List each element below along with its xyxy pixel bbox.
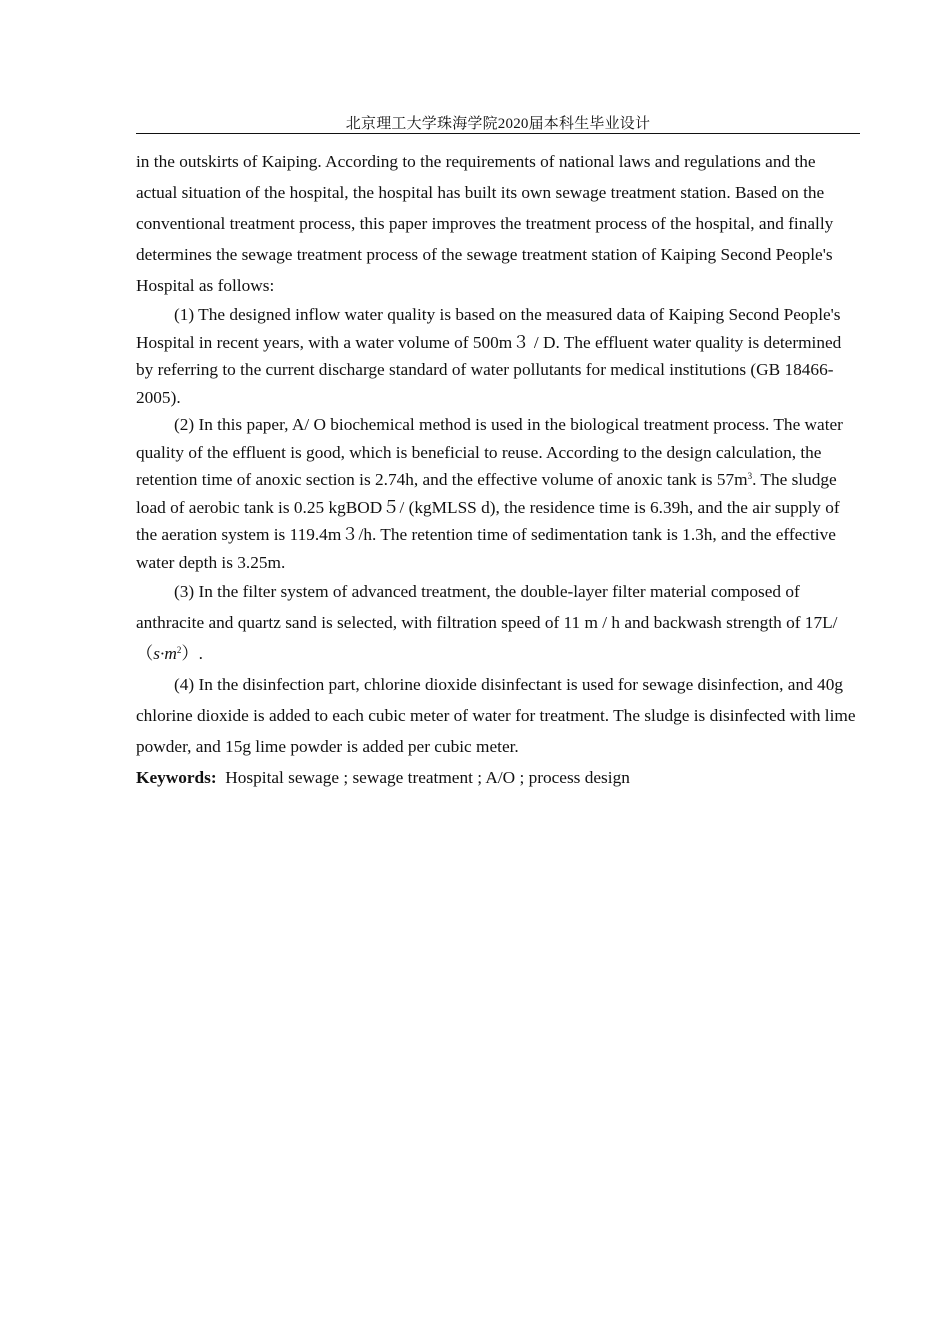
- item-4-paragraph: (4) In the disinfection part, chlorine dioxide disinfectant is used for sewage disinfection, and 40g chlorine dioxide is added to each cubic meter of water for treatment. The sludge is disinfected with lime powder, and 15g lime powder is added per cubic meter.: [136, 675, 856, 756]
- item-2-text-a: (2) In this paper, A/ O biochemical method is used in the biological treatment process. The water quality of the effluent is good, which is beneficial to reuse. According to the design calculation, the retention time of anoxic section is 2.74h, and the effective volume of anoxic tank is 57m: [136, 415, 843, 489]
- keywords-label: Keywords:: [136, 768, 217, 787]
- item-2-paragraph: [136, 411, 860, 576]
- item-3-text-b: ）.: [181, 644, 203, 663]
- item-2-text-b: . The sludge load of aerobic tank is 0.25 kgBOD５/ (kgMLSS d), the residence time is 6.39h, and the air supply of the aeration system is 119.4m３/h. The retention time of sedimentation tank is 1.3h, and the effective water depth is 3.25m.: [136, 470, 840, 572]
- item-3-superscript: 2: [176, 645, 182, 655]
- keywords-line: [136, 762, 860, 793]
- abstract-body: [136, 146, 860, 793]
- intro-paragraph: in the outskirts of Kaiping. According to the requirements of national laws and regulations and the actual situation of the hospital, the hospital has built its own sewage treatment station. Based on the conventional treatment process, this paper improves the treatment process of the hospital, and finally determines the sewage treatment process of the sewage treatment station of Kaiping Second People's Hospital as follows:: [136, 152, 834, 295]
- item-3-text-a: (3) In the filter system of advanced treatment, the double-layer filter material composed of anthracite and quartz sand is selected, with filtration speed of 11 m / h and backwash strength of 17L/（: [136, 582, 838, 663]
- item-1-paragraph: (1) The designed inflow water quality is based on the measured data of Kaiping Second People's Hospital in recent years, with a water volume of 500m３ / D. The effluent water quality is determined by referring to the current discharge standard of water pollutants for medical institutions (GB 18466-2005).: [136, 305, 842, 407]
- item-2-superscript: 3: [747, 471, 753, 481]
- item-3-unit: s·m: [153, 644, 177, 663]
- header-rule: [136, 133, 860, 134]
- page-header: 北京理工大学珠海学院2020届本科生毕业设计: [345, 116, 651, 132]
- item-3-paragraph: [136, 576, 860, 669]
- keywords-value: Hospital sewage ; sewage treatment ; A/O ; process design: [225, 768, 630, 787]
